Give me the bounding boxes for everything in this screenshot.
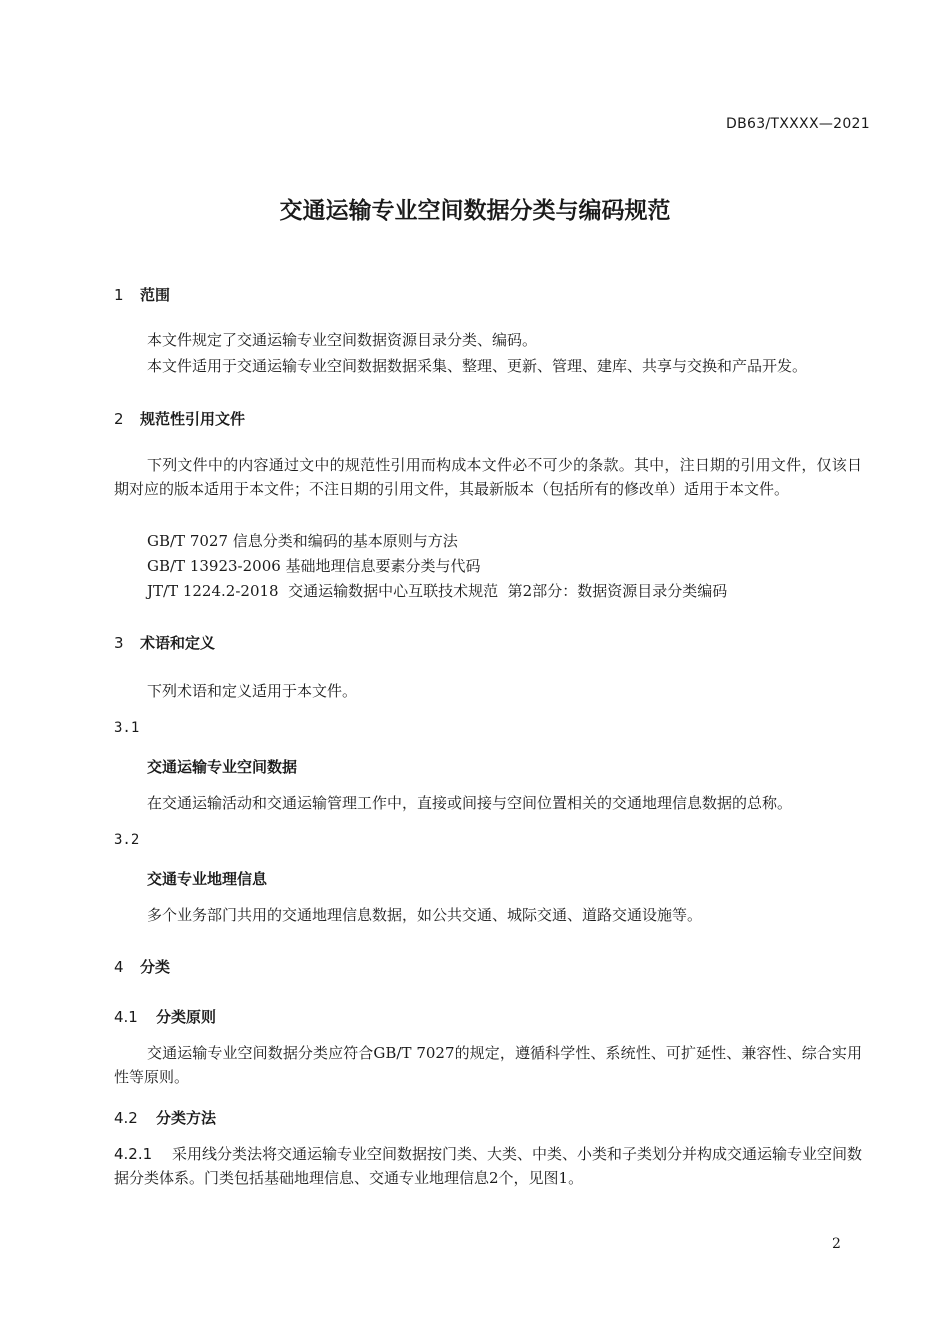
subsection-title: 分类原则 <box>156 1008 217 1026</box>
section-number: 1 <box>114 286 124 304</box>
section-title: 范围 <box>140 286 171 304</box>
paragraph: 本文件规定了交通运输专业空间数据资源目录分类、编码。 <box>147 331 538 349</box>
reference-item: JT/T 1224.2-2018 交通运输数据中心互联技术规范 第2部分：数据资源目录分类编码 <box>147 582 728 600</box>
term-name: 交通专业地理信息 <box>147 870 268 888</box>
clause-paragraph <box>114 1142 862 1190</box>
section-heading-terms <box>114 632 215 653</box>
section-number: 4 <box>114 958 124 976</box>
document-title: 交通运输专业空间数据分类与编码规范 <box>279 198 671 224</box>
term-definition: 在交通运输活动和交通运输管理工作中，直接或间接与空间位置相关的交通地理信息数据的总称。 <box>147 794 793 812</box>
term-number: 3.1 <box>114 720 140 736</box>
paragraph: 本文件适用于交通运输专业空间数据数据采集、整理、更新、管理、建库、共享与交换和产品开发。 <box>147 357 808 375</box>
paragraph: 下列文件中的内容通过文中的规范性引用而构成本文件必不可少的条款。其中，注日期的引用文件，仅该日期对应的版本适用于本文件；不注日期的引用文件，其最新版本（包括所有的修改单）适用于本文件。 <box>114 456 862 498</box>
section-number: 2 <box>114 410 124 428</box>
subsection-number: 4.1 <box>114 1008 138 1026</box>
subsection-title: 分类方法 <box>156 1109 217 1127</box>
term-definition: 多个业务部门共用的交通地理信息数据，如公共交通、城际交通、道路交通设施等。 <box>147 906 703 924</box>
section-title: 术语和定义 <box>140 634 216 652</box>
section-heading-normative-references <box>114 408 245 429</box>
section-heading-scope <box>114 284 170 305</box>
page-number: 2 <box>832 1236 841 1252</box>
section-number: 3 <box>114 634 124 652</box>
paragraph: 交通运输专业空间数据分类应符合GB/T 7027的规定，遵循科学性、系统性、可扩延性、兼容性、综合实用性等原则。 <box>114 1044 862 1086</box>
term-number: 3.2 <box>114 832 140 848</box>
reference-item: GB/T 7027 信息分类和编码的基本原则与方法 <box>147 532 458 550</box>
section-heading-classification <box>114 956 170 977</box>
term-name: 交通运输专业空间数据 <box>147 758 298 776</box>
clause-text: 采用线分类法将交通运输专业空间数据按门类、大类、中类、小类和子类划分并构成交通运输专业空间数据分类体系。门类包括基础地理信息、交通专业地理信息2个，见图1。 <box>114 1145 863 1187</box>
document-code: DB63/TXXXX—2021 <box>726 116 870 132</box>
paragraph: 下列术语和定义适用于本文件。 <box>147 682 358 700</box>
subsection-heading-methods <box>114 1107 216 1128</box>
section-title: 规范性引用文件 <box>140 410 246 428</box>
subsection-number: 4.2 <box>114 1109 138 1127</box>
section-title: 分类 <box>140 958 171 976</box>
clause-number: 4.2.1 <box>114 1145 153 1163</box>
subsection-heading-principles <box>114 1006 216 1027</box>
reference-item: GB/T 13923-2006 基础地理信息要素分类与代码 <box>147 557 481 575</box>
